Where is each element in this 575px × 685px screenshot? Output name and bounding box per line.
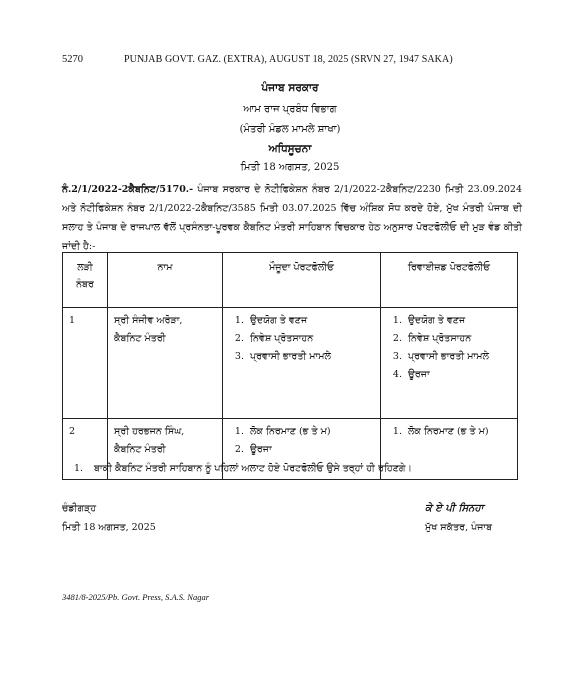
list-item: 3. ਪ੍ਰਵਾਸੀ ਭਾਰਤੀ ਮਾਮਲੇ [247, 348, 374, 366]
list-item: 1. ਲੋਕ ਨਿਰਮਾਣ (ਭ ਤੇ ਮ) [247, 423, 374, 441]
minister-name: ਸ੍ਰੀ ਹਰਭਜਨ ਸਿੰਘ, [114, 426, 185, 437]
notification-body [62, 180, 522, 256]
signing-place: ਚੰਡੀਗੜ੍ਹ [62, 503, 97, 514]
list-item: 3. ਪ੍ਰਵਾਸੀ ਭਾਰਤੀ ਮਾਮਲੇ [405, 348, 511, 366]
list-item: 2. ਨਿਵੇਸ਼ ਪ੍ਰੋਤਸਾਹਨ [247, 330, 374, 348]
list-item: 1. ਉਦਯੋਗ ਤੇ ਵਣਜ [405, 312, 511, 330]
gazette-header: PUNJAB GOVT. GAZ. (EXTRA), AUGUST 18, 2025 (SRVN 27, 1947 SAKA) [124, 54, 453, 65]
list-item: 1. ਉਦਯੋਗ ਤੇ ਵਣਜ [247, 312, 374, 330]
department-name: ਆਮ ਰਾਜ ਪ੍ਰਬੰਧ ਵਿਭਾਗ [243, 104, 337, 115]
revised-portfolio-list [387, 312, 511, 384]
table-header-row [63, 253, 518, 308]
body-text: ਪੰਜਾਬ ਸਰਕਾਰ ਦੇ ਨੋਟੀਫਿਕੇਸ਼ਨ ਨੰਬਰ 2/1/2022-2ਕੈਬਨਿਟ/2230 ਮਿਤੀ 23.09.2024 ਅਤੇ ਨੋਟੀਫਿਕੇਸ਼ਨ ਨੰਬਰ 2/1/2022-2ਕੈਬਨਿਟ/3585 ਮਿਤੀ 03.07.2025 ਵਿੱਚ ਅੰਸ਼ਿਕ ਸੋਧ ਕਰਦੇ ਹੋਏ, ਮੁੱਖ ਮੰਤਰੀ ਪੰਜਾਬ ਦੀ ਸਲਾਹ ਤੇ ਪੰਜਾਬ ਦੇ ਰਾਜਪਾਲ ਵੱਲੋਂ ਪ੍ਰਸੰਨਤਾ-ਪੂਰਵਕ ਕੈਬਨਿਟ ਮੰਤਰੀ ਸਾਹਿਬਾਨ ਵਿਚਕਾਰ ਹੇਠ ਅਨੁਸਾਰ ਪੋਰਟਫੋਲੀਓ ਦੀ ਮੁੜ ਵੰਡ ਕੀਤੀ ਜਾਂਦੀ ਹੈ:- [62, 184, 522, 252]
page-number: 5270 [62, 54, 83, 65]
header-current-portfolio: ਮੌਜੂਦਾ ਪੋਰਟਫੋਲੀਓ [223, 253, 381, 308]
footnote [74, 463, 524, 474]
signatory-name: ਕੇ ਏ ਪੀ ਸਿਨਹਾ [425, 503, 484, 514]
signing-date: ਮਿਤੀ 18 ਅਗਸਤ, 2025 [62, 522, 156, 533]
minister-designation: ਕੈਬਨਿਟ ਮੰਤਰੀ [114, 333, 166, 344]
minister-name: ਸ੍ਰੀ ਸੰਜੀਵ ਅਰੋੜਾ, [114, 315, 183, 326]
header-name: ਨਾਮ [108, 253, 223, 308]
list-item: 2. ਊਰਜਾ [247, 441, 374, 459]
list-item: 2. ਨਿਵੇਸ਼ ਪ੍ਰੋਤਸਾਹਨ [405, 330, 511, 348]
current-portfolio-list [229, 423, 374, 459]
list-item: 1. ਲੋਕ ਨਿਰਮਾਣ (ਭ ਤੇ ਮ) [405, 423, 511, 441]
current-portfolio-list [229, 312, 374, 366]
reference-number: ਨੰ.2/1/2022-2ਕੈਬਨਿਟ/5170.- [62, 184, 194, 195]
notification-title: ਅਧਿਸੂਚਨਾ [268, 143, 312, 155]
serial-cell: 2 [63, 419, 108, 480]
signatory-designation: ਮੁੱਖ ਸਕੱਤਰ, ਪੰਜਾਬ [425, 522, 493, 533]
revised-portfolio-list [387, 423, 511, 441]
revised-portfolio-cell [381, 308, 518, 419]
notification-date: ਮਿਤੀ 18 ਅਗਸਤ, 2025 [240, 162, 340, 173]
table-row [63, 308, 518, 419]
list-item: 4. ਊਰਜਾ [405, 366, 511, 384]
header-revised-portfolio: ਰਿਵਾਈਜ਼ਡ ਪੋਰਟਫੋਲੀਓ [381, 253, 518, 308]
name-cell [108, 308, 223, 419]
minister-designation: ਕੈਬਨਿਟ ਮੰਤਰੀ [114, 444, 166, 455]
government-name: ਪੰਜਾਬ ਸਰਕਾਰ [261, 82, 319, 94]
serial-cell: 1 [63, 308, 108, 419]
footnote-text: ਬਾਕੀ ਕੈਬਨਿਟ ਮੰਤਰੀ ਸਾਹਿਬਾਨ ਨੂੰ ਪਹਿਲਾਂ ਅਲਾਟ ਹੋਏ ਪੋਰਟਫੋਲੀਓ ਉਸੇ ਤਰ੍ਹਾਂ ਹੀ ਰਹਿਣਗੇ। [94, 463, 412, 474]
current-portfolio-cell [223, 308, 381, 419]
header-serial: ਲੜੀ ਨੰਬਰ [63, 253, 108, 308]
press-imprint: 3481/8-2025/Pb. Govt. Press, S.A.S. Nagar [62, 592, 210, 602]
footnote-number: 1. [74, 463, 84, 474]
portfolio-table [62, 252, 518, 480]
branch-name: (ਮੰਤਰੀ ਮੰਡਲ ਮਾਮਲੇ ਸ਼ਾਖਾ) [239, 124, 341, 135]
